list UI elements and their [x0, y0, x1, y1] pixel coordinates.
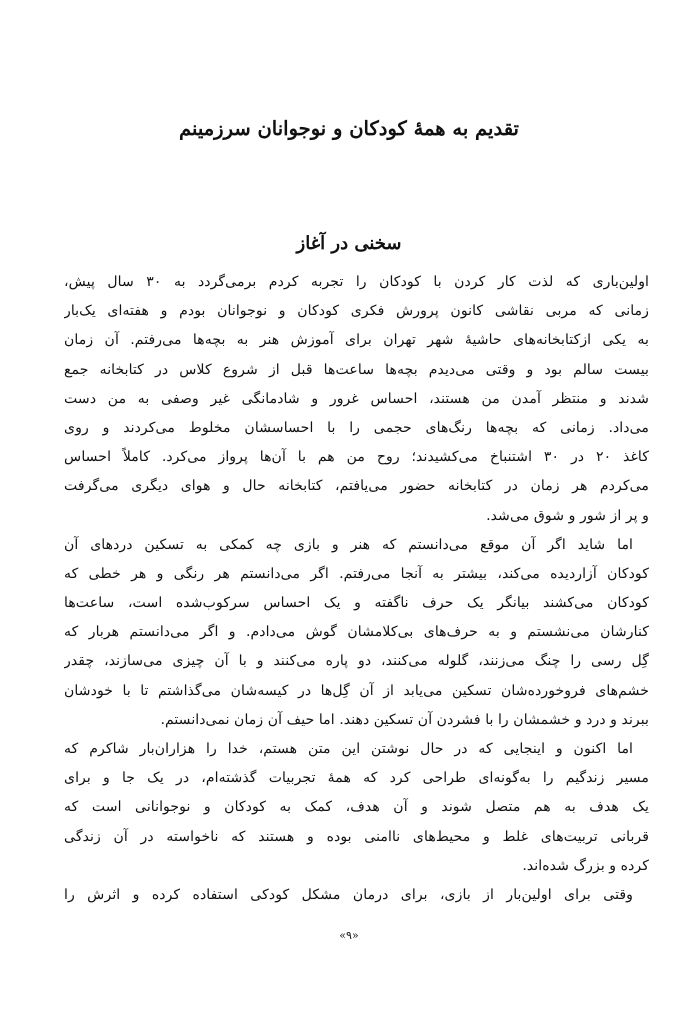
- text-line: کرده و بزرگ شده‌اند.: [522, 857, 649, 874]
- text-line: ببرند و درد و خشمشان را با فشردن آن تسکین دهند. اما حیف آن زمان نمی‌دانستم.: [160, 711, 649, 728]
- text-line: خشم‌های فروخورده‌شان تسکین می‌یابد از آن گِل‌ها در کیسه‌شان می‌گذاشتم تا با خودشان: [64, 682, 649, 699]
- text-line: به یکی ازکتابخانه‌های حاشیهٔ شهر تهران برای آموزش هنر به بچه‌ها می‌رفتم. آن زمان: [64, 332, 649, 349]
- text-line: شدند و منتظر آمدن من هستند، احساس غرور و شادمانگی غیر وصفی به من دست: [64, 390, 649, 407]
- text-line: کنارشان می‌نشستم و به حرف‌های بی‌کلامشان گوش می‌دادم. و اگر می‌دانستم هربار که: [64, 624, 649, 641]
- section-heading: سخنی در آغاز: [296, 233, 402, 254]
- text-line: گِل رسی را چنگ می‌زنند، گلوله می‌کنند، دو پاره می‌کنند و با آن چیزی می‌سازند، چقدر: [64, 653, 649, 670]
- text-line: می‌داد. زمانی که بچه‌ها رنگ‌های حجمی را با احساسشان مخلوط می‌کردند و روی: [64, 419, 649, 436]
- page-number: «۹»: [339, 929, 359, 942]
- text-line: اما اکنون و اینجایی که در حال نوشتن این متن هستم، خدا را هزاران‌بار شاکرم که: [64, 741, 633, 757]
- text-line: زمانی که مربی نقاشی کانون پرورش فکری کودکان و نوجوانان بودم و هفته‌ای یک‌بار: [64, 303, 649, 320]
- text-line: کودکان می‌کشند بیانگر یک حرف ناگفته و یک احساس سرکوب‌شده است، ساعت‌ها: [64, 595, 649, 612]
- dedication-line: تقدیم به همهٔ کودکان و نوجوانان سرزمینم: [178, 117, 519, 140]
- text-line: قربانی تربیت‌های غلط و محیط‌های ناامنی بوده و هستند که ناخواسته در آن زندگی: [64, 828, 649, 845]
- text-line: مسیر زندگیم را به‌گونه‌ای طراحی کرد که همهٔ تجربیات گذشته‌ام، در یک جا و برای: [64, 770, 649, 787]
- text-line: کاغذ ۲۰ در ۳۰ اشتنباخ می‌کشیدند؛ روح من هم با آن‌ها پرواز می‌کرد. کاملاً احساس: [64, 449, 649, 466]
- text-line: و پر از شور و شوق می‌شد.: [486, 507, 649, 524]
- text-line: بیست سالم بود و وقتی می‌دیدم بچه‌ها ساعت‌ها قبل از شروع کلاس در کتابخانه جمع: [64, 361, 649, 378]
- text-line: وقتی برای اولین‌بار از بازی، برای درمان مشکل کودکی استفاده کرده و اثرش را: [64, 886, 633, 903]
- text-line: یک هدف به هم متصل شوند و آن هدف، کمک به کودکان و نوجوانانی است که: [64, 799, 649, 816]
- text-line: می‌کردم هر زمان در کتابخانه حضور می‌یافتم، کتابخانه حال و هوای دیگری می‌گرفت: [64, 478, 649, 495]
- text-line: اولین‌باری که لذت کار کردن با کودکان را تجربه کردم برمی‌گردد به ۳۰ سال پیش،: [64, 274, 649, 290]
- body-text: [64, 268, 649, 910]
- text-line: اما شاید اگر آن موقع می‌دانستم که هنر و بازی چه کمکی به تسکین دردهای آن: [64, 536, 633, 553]
- text-line: کودکان آزاردیده می‌کند، بیشتر به آنجا می‌رفتم. اگر می‌دانستم هر رنگی و هر خطی که: [64, 565, 649, 582]
